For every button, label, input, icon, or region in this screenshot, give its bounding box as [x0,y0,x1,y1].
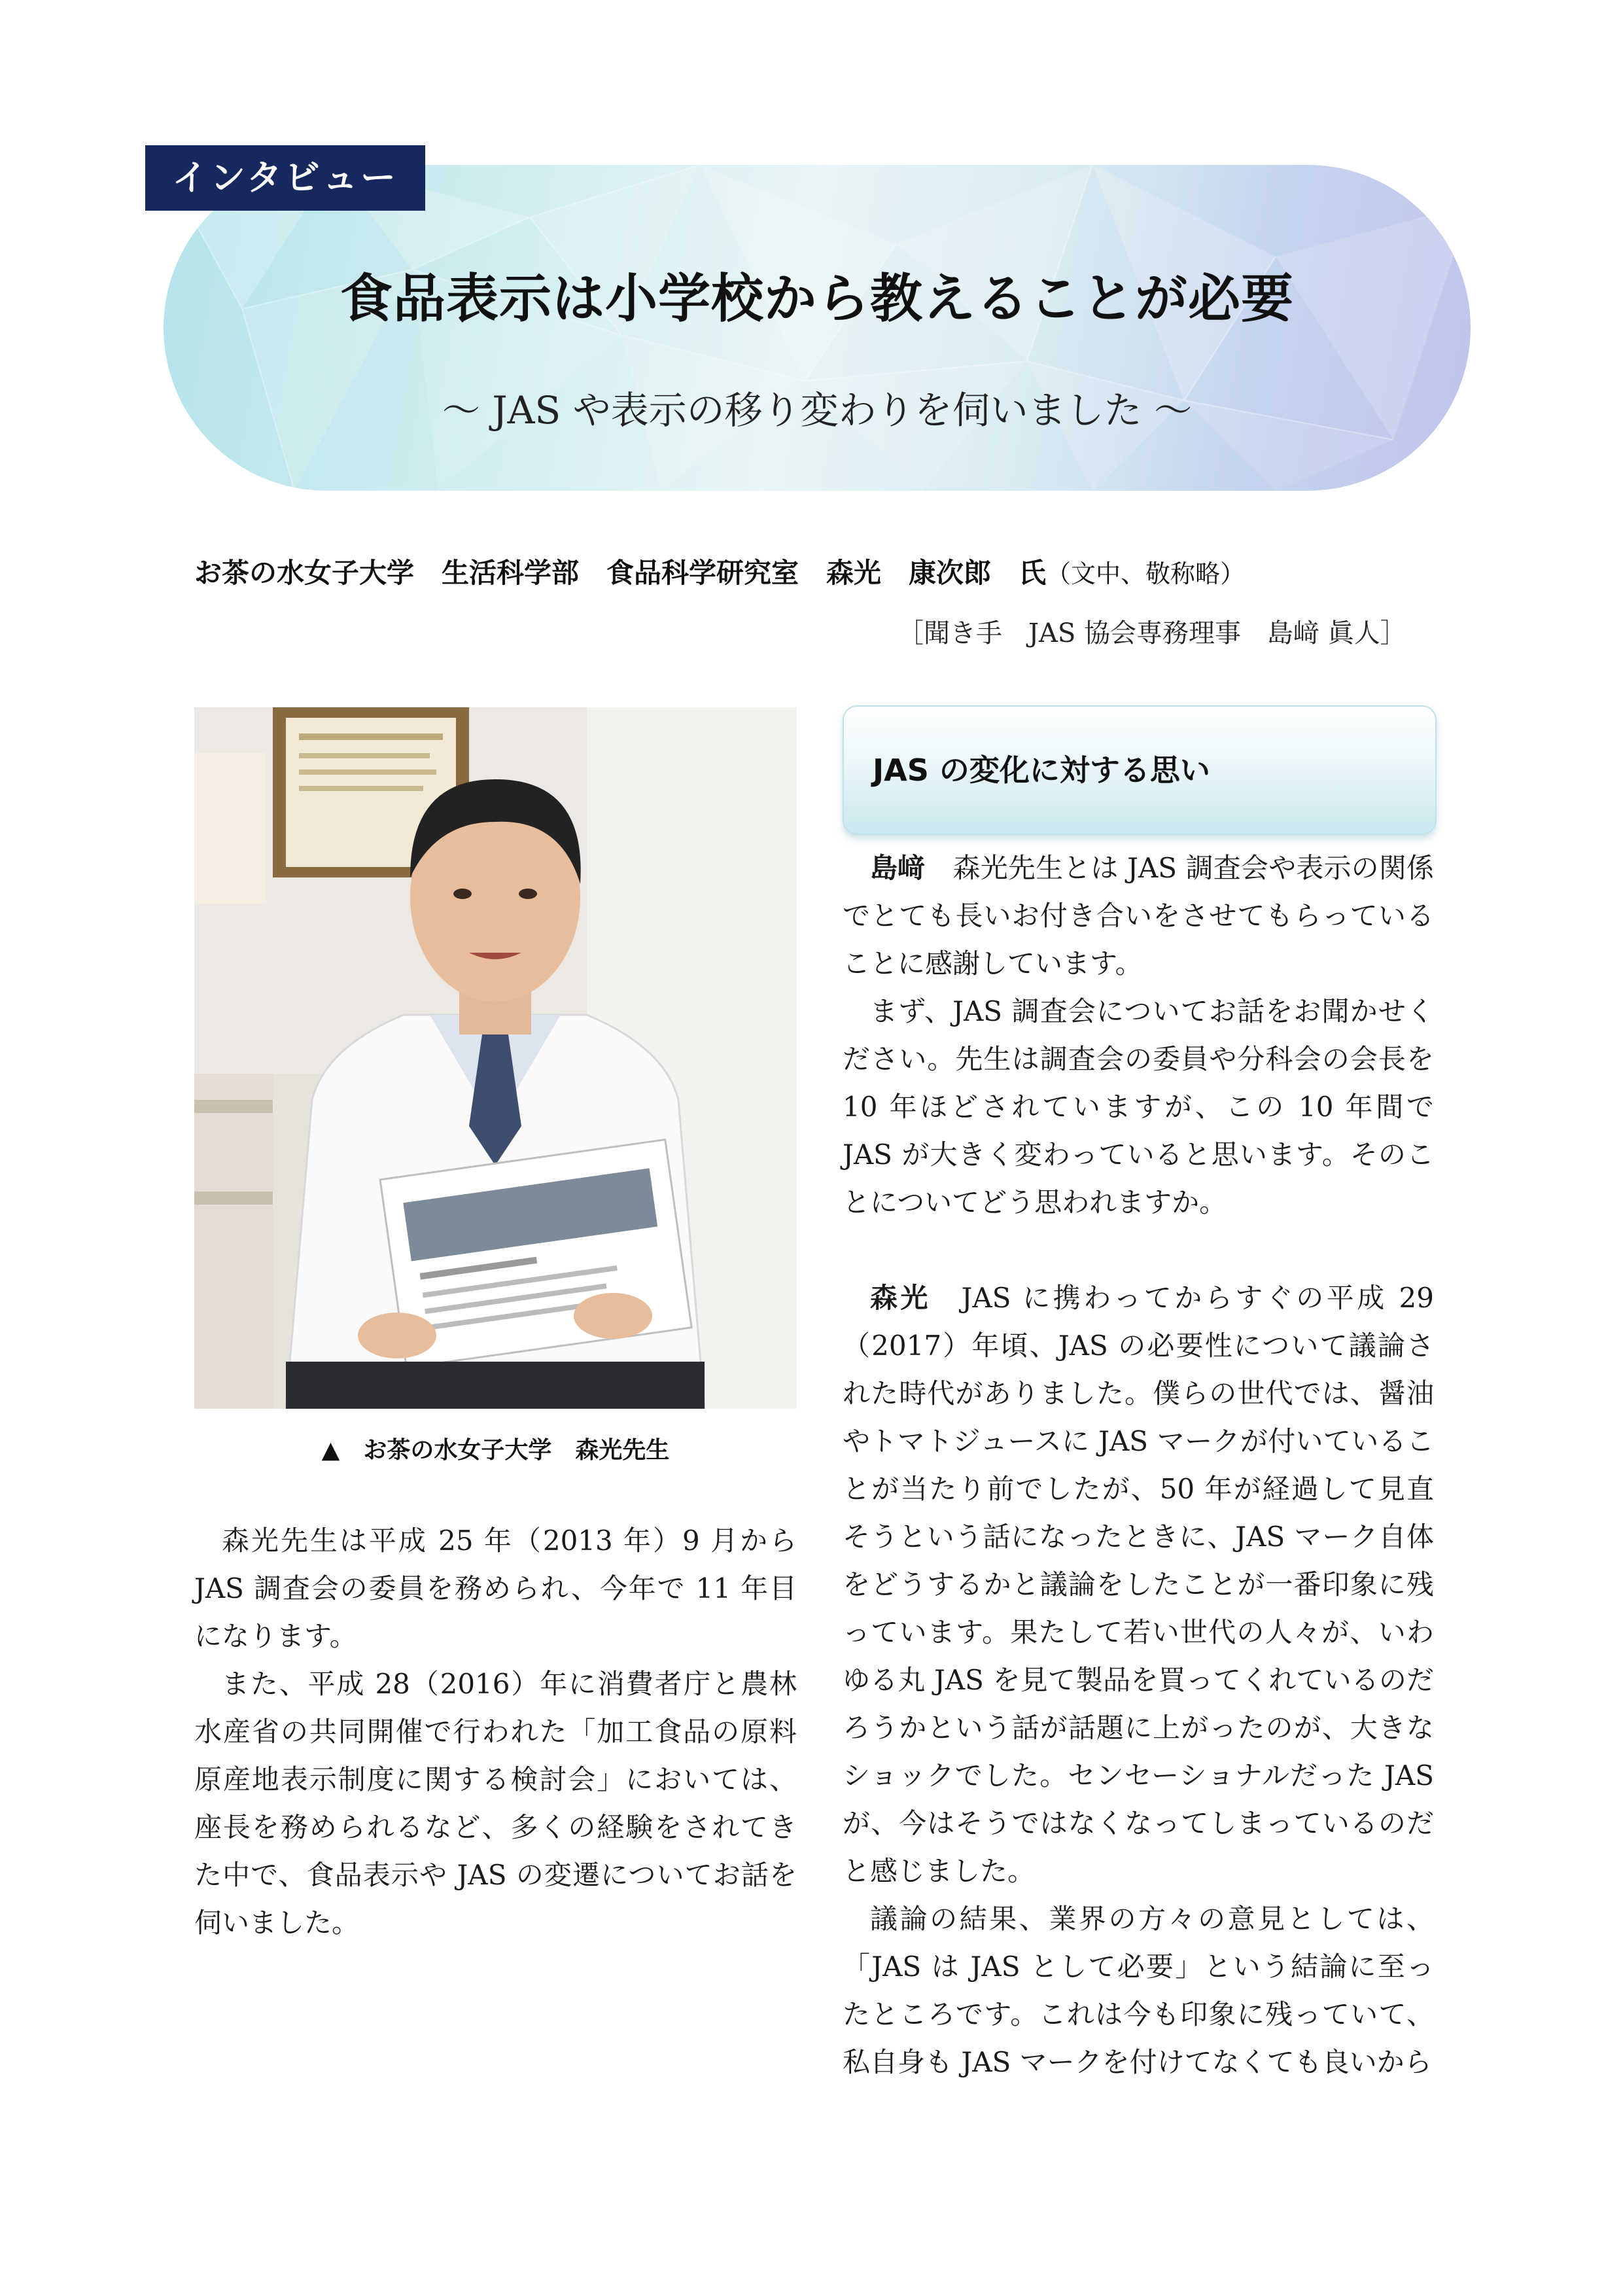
speech-paragraph [843,1274,1434,1895]
speech-paragraph [843,844,1434,987]
interviewer-credit: ［聞き手 JAS 協会専務理事 島﨑 眞人］ [898,618,1406,648]
speaker-label: 島﨑 [870,852,926,884]
intro-paragraph: 森光先生は平成 25 年（2013 年）9 月から JAS 調査会の委員を務められ、今年で 11 年目になります。 [194,1525,797,1652]
portrait-illustration [194,707,797,1409]
intro-column [194,1517,797,1947]
section-heading: JAS の変化に対する思い [873,752,1210,788]
speech-text: 森光先生とは JAS 調査会や表示の関係でとても長いお付き合いをさせてもらっていることに感謝しています。 [843,852,1434,980]
page-subtitle: ～ JAS や表示の移り変わりを伺いました ～ [442,388,1193,433]
speech-paragraph: 議論の結果、業界の方々の意見としては、「JAS は JAS として必要」という結論に至ったところです。これは今も印象に残っていて、私自身も JAS マークを付けてなくても良いから [843,1903,1434,2078]
intro-paragraph: また、平成 28（2016）年に消費者庁と農林水産省の共同開催で行われた「加工食品の原料原産地表示制度に関する検討会」においては、座長を務められるなど、多くの経験をされてきた中で、食品表示や JAS の変遷についてお話を伺いました。 [194,1668,797,1939]
speech-paragraph: まず、JAS 調査会についてお話をお聞かせください。先生は調査会の委員や分科会の会長を 10 年ほどされていますが、この 10 年間で JAS が大きく変わっていると思います。そのことについてどう思われますか。 [843,995,1434,1218]
interviewee-name: お茶の水女子大学 生活科学部 食品科学研究室 森光 康次郎 氏 [194,557,1047,589]
interview-column [843,844,1434,2086]
honorific-note: （文中、敬称略） [1046,559,1246,588]
page-title: 食品表示は小学校から教えることが必要 [340,268,1294,329]
interview-tag: インタビュー [145,145,425,211]
interviewee-byline [194,552,1245,591]
section-heading-box [843,705,1437,835]
interview-photo [194,707,797,1409]
photo-caption: ▲ お茶の水女子大学 森光先生 [321,1437,670,1464]
speech-text: JAS に携わってからすぐの平成 29（2017）年頃、JAS の必要性について議論された時代がありました。僕らの世代では、醤油やトマトジュースに JAS マークが付いていることが当たり前でしたが、50 年が経過して見直そうという話になったときに、JAS マーク自体をどうするかと議論をしたことが一番印象に残っています。果たして若い世代の人々が、いわゆる丸 JAS を見て製品を買ってくれているのだろうかという話が話題に上がったのが、大きなショックでした。センセーショナルだった JAS が、今はそうではなくなってしまっているのだと感じました。 [843,1282,1434,1887]
speaker-label: 森光 [870,1282,931,1314]
